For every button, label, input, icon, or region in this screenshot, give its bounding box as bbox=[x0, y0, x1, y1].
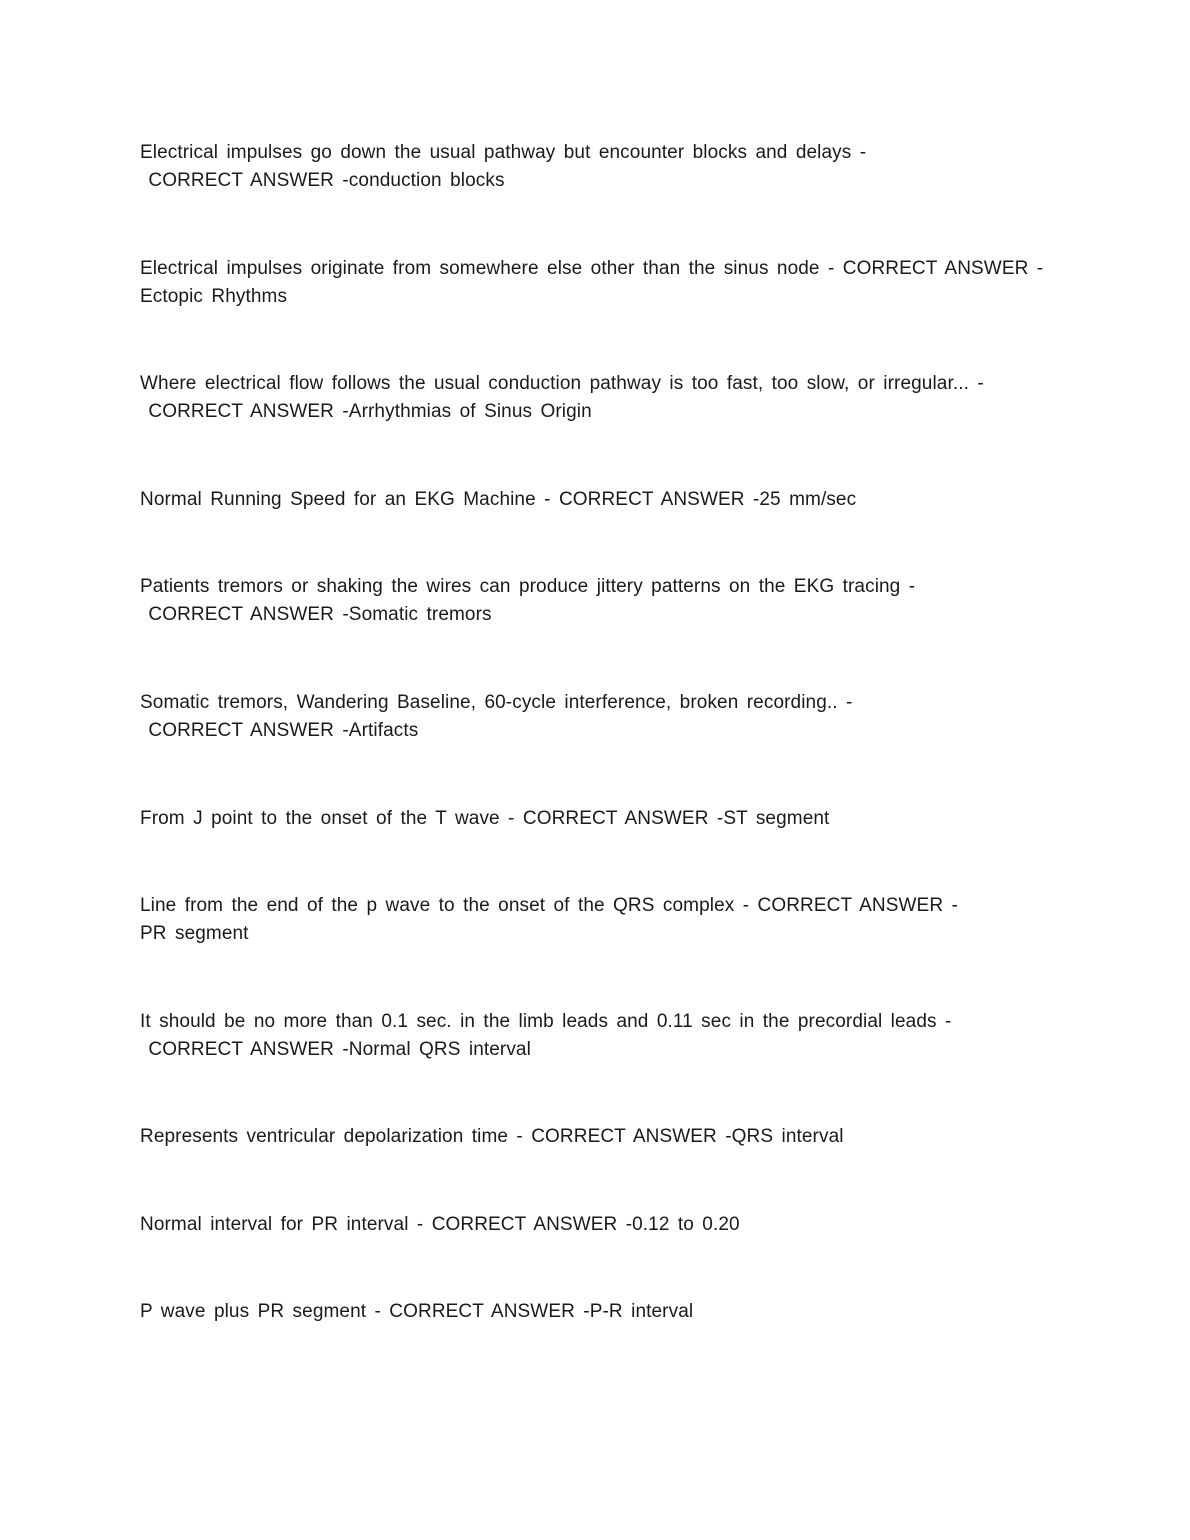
question-line: Represents ventricular depolarization time - CORRECT ANSWER -QRS interval bbox=[140, 1126, 844, 1147]
qa-item bbox=[140, 1123, 1070, 1151]
question-line: Somatic tremors, Wandering Baseline, 60-cycle interference, broken recording.. - bbox=[140, 692, 853, 713]
qa-item bbox=[140, 139, 1070, 195]
question-line: It should be no more than 0.1 sec. in the limb leads and 0.11 sec in the precordial leads - bbox=[140, 1011, 952, 1032]
question-line: Where electrical flow follows the usual conduction pathway is too fast, too slow, or irregular... - bbox=[140, 373, 984, 394]
qa-item bbox=[140, 1298, 1070, 1326]
answer-line: CORRECT ANSWER -Artifacts bbox=[140, 720, 419, 741]
qa-item bbox=[140, 892, 1070, 948]
qa-item bbox=[140, 805, 1070, 833]
answer-line: CORRECT ANSWER -Arrhythmias of Sinus Origin bbox=[140, 401, 592, 422]
question-line: From J point to the onset of the T wave - CORRECT ANSWER -ST segment bbox=[140, 808, 830, 829]
answer-line: PR segment bbox=[140, 923, 249, 944]
qa-item bbox=[140, 573, 1070, 629]
answer-line: CORRECT ANSWER -Somatic tremors bbox=[140, 604, 492, 625]
qa-item bbox=[140, 486, 1070, 514]
answer-line: CORRECT ANSWER -Normal QRS interval bbox=[140, 1039, 531, 1060]
question-line: Electrical impulses originate from somewhere else other than the sinus node - CORRECT ANSWER - bbox=[140, 258, 1044, 279]
question-line: Line from the end of the p wave to the onset of the QRS complex - CORRECT ANSWER - bbox=[140, 895, 958, 916]
question-line: Patients tremors or shaking the wires can produce jittery patterns on the EKG tracing - bbox=[140, 576, 916, 597]
answer-line: Ectopic Rhythms bbox=[140, 286, 288, 307]
qa-item bbox=[140, 689, 1070, 745]
question-line: Normal Running Speed for an EKG Machine - CORRECT ANSWER -25 mm/sec bbox=[140, 489, 857, 510]
question-line: Normal interval for PR interval - CORRECT ANSWER -0.12 to 0.20 bbox=[140, 1214, 740, 1235]
qa-item bbox=[140, 255, 1070, 311]
question-line: Electrical impulses go down the usual pathway but encounter blocks and delays - bbox=[140, 142, 867, 163]
question-line: P wave plus PR segment - CORRECT ANSWER -P-R interval bbox=[140, 1301, 694, 1322]
qa-item bbox=[140, 370, 1070, 426]
answer-line: CORRECT ANSWER -conduction blocks bbox=[140, 170, 505, 191]
qa-item bbox=[140, 1211, 1070, 1239]
qa-item bbox=[140, 1008, 1070, 1064]
